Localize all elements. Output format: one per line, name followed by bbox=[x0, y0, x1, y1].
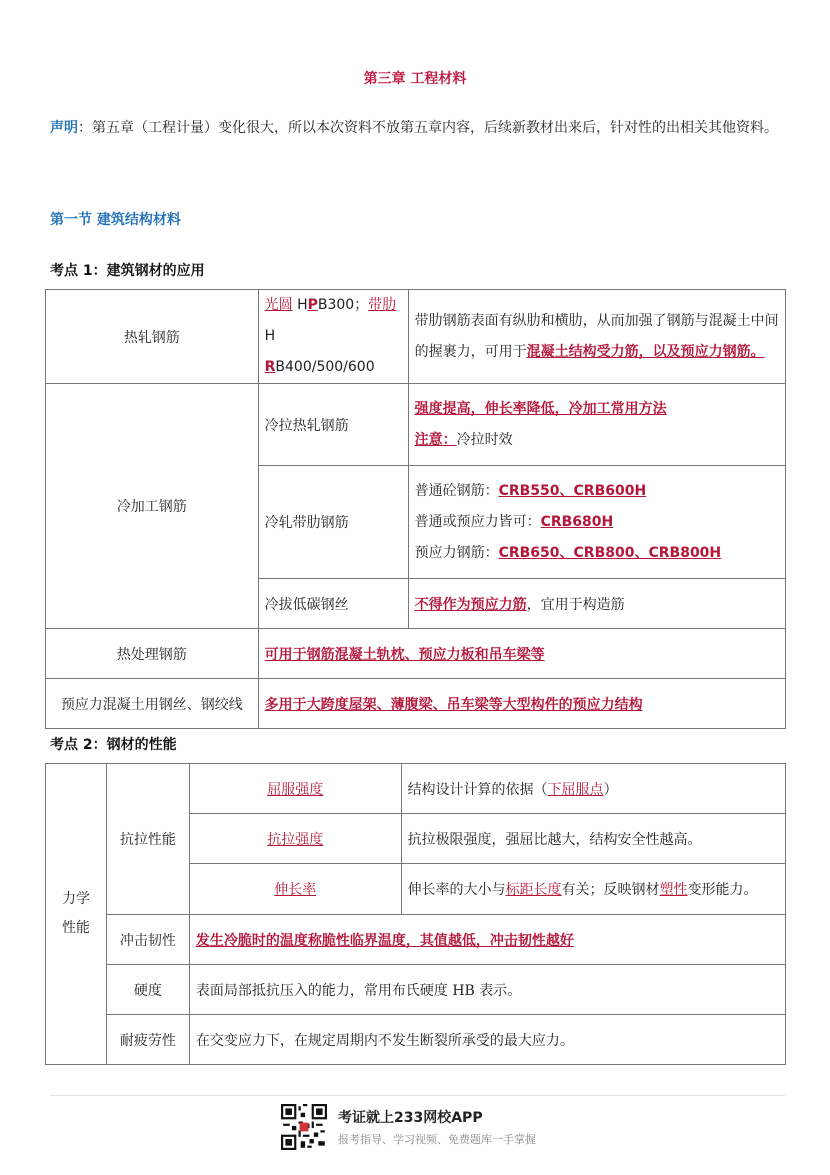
ultimate-text: 抗拉强度 bbox=[267, 831, 324, 848]
crb-line3-val: CRB650、CRB800、CRB800H bbox=[498, 544, 722, 561]
steel-performance-table bbox=[45, 763, 786, 1065]
mechanical-text: 力学性能 bbox=[61, 891, 90, 936]
yield-d1: 结构设计计算的依据（ bbox=[407, 781, 548, 798]
yield-desc bbox=[401, 764, 785, 814]
ribbed-bar: 带肋 bbox=[368, 297, 397, 313]
crb-line2-label: 普通或预应力皆可： bbox=[414, 513, 541, 530]
impact-desc bbox=[189, 915, 785, 965]
elongation-text: 伸长率 bbox=[274, 882, 317, 898]
hardness-label: 硬度 bbox=[106, 965, 189, 1015]
cold-drawn-desc bbox=[408, 384, 785, 466]
tensile-label: 抗拉性能 bbox=[106, 764, 189, 915]
table-row bbox=[46, 384, 786, 466]
impact-label: 冲击韧性 bbox=[106, 915, 189, 965]
kp1-heading: 考点 1：建筑钢材的应用 bbox=[50, 263, 205, 279]
plain-bar: 光圆 bbox=[264, 297, 293, 313]
declaration-text: ：第五章（工程计量）变化很大，所以本次资料不放第五章内容，后续新教材出来后，针对性的出相关其他资料。 bbox=[78, 120, 778, 136]
app-promo-title: 考证就上233网校APP bbox=[338, 1110, 483, 1126]
yield-text: 屈服强度 bbox=[267, 781, 324, 798]
hrb-rest: B400/500/600 bbox=[275, 359, 375, 375]
cold-rolled-label: 冷轧带肋钢筋 bbox=[258, 466, 408, 579]
hot-rolled-label: 热轧钢筋 bbox=[46, 290, 259, 384]
cold-drawn-label: 冷拉热轧钢筋 bbox=[258, 384, 408, 466]
fatigue-label: 耐疲劳性 bbox=[106, 1015, 189, 1065]
heat-red: 可用于钢筋混凝土轨枕、预应力板和吊车梁等 bbox=[264, 646, 545, 663]
pre-red: 多用于大跨度屋架、薄腹梁、吊车梁等大型构件的预应力结构 bbox=[264, 696, 643, 713]
footer-divider bbox=[50, 1095, 785, 1096]
hot-rolled-desc bbox=[408, 290, 785, 384]
mechanical-label bbox=[46, 764, 107, 1065]
hot-desc-text: 带肋钢筋表面有纵肋和横肋，从而加强了钢筋与混凝土中间的握裹力，可用于 bbox=[414, 312, 779, 360]
crb-line3-label: 预应力钢筋： bbox=[414, 544, 499, 561]
hpb-p: P bbox=[307, 297, 318, 313]
impact-red: 发生冷脆时的温度称脆性临界温度，其值越低，冲击韧性越好 bbox=[195, 932, 574, 949]
section-heading: 第一节 建筑结构材料 bbox=[50, 212, 181, 228]
cold-drawn-red: 强度提高，伸长率降低，冷加工常用方法 bbox=[414, 400, 667, 417]
steel-application-table bbox=[45, 289, 786, 729]
elong-d5: 变形能力。 bbox=[687, 882, 758, 898]
note-text: 冷拉时效 bbox=[456, 431, 513, 448]
heat-treated-desc bbox=[258, 629, 785, 679]
wire-red: 不得作为预应力筋 bbox=[414, 596, 527, 613]
table-row bbox=[46, 629, 786, 679]
yield-d3: ） bbox=[603, 781, 618, 798]
crb-line2-val: CRB680H bbox=[540, 513, 614, 530]
table-row bbox=[46, 965, 786, 1015]
yield-label bbox=[189, 764, 401, 814]
elong-d3: 有关；反映钢材 bbox=[561, 882, 660, 898]
hpb-rest: B300； bbox=[317, 297, 369, 313]
hrb-h: H bbox=[264, 328, 276, 344]
app-promo-tagline: 报考指导、学习视频、免费题库一手掌握 bbox=[338, 1133, 536, 1146]
cold-drawn-wire-desc bbox=[408, 579, 785, 629]
page-title: 第三章 工程材料 bbox=[363, 71, 467, 87]
crb-line1-label: 普通砼钢筋： bbox=[414, 482, 499, 499]
table-row bbox=[46, 764, 786, 814]
hardness-desc: 表面局部抵抗压入的能力，常用布氏硬度 HB 表示。 bbox=[189, 965, 785, 1015]
declaration bbox=[50, 105, 785, 152]
note-label: 注意： bbox=[414, 431, 457, 448]
crb-line1-val: CRB550、CRB600H bbox=[498, 482, 647, 499]
elong-d1: 伸长率的大小与 bbox=[407, 882, 506, 898]
prestressed-desc bbox=[258, 679, 785, 729]
hot-desc-red: 混凝土结构受力筋，以及预应力钢筋。 bbox=[526, 343, 765, 360]
hrb-r: R bbox=[264, 359, 276, 375]
qr-code-icon[interactable] bbox=[281, 1104, 327, 1150]
elongation-label bbox=[189, 864, 401, 915]
hot-rolled-types bbox=[258, 290, 408, 384]
elong-d2: 标距长度 bbox=[505, 882, 562, 898]
table-row bbox=[46, 290, 786, 384]
heat-treated-label: 热处理钢筋 bbox=[46, 629, 259, 679]
ultimate-desc: 抗拉极限强度，强屈比越大，结构安全性越高。 bbox=[401, 814, 785, 864]
hpb-h: H bbox=[292, 297, 308, 313]
kp2-heading: 考点 2：钢材的性能 bbox=[50, 737, 177, 753]
fatigue-desc: 在交变应力下，在规定周期内不发生断裂所承受的最大应力。 bbox=[189, 1015, 785, 1065]
table-row bbox=[46, 1015, 786, 1065]
elongation-desc bbox=[401, 864, 785, 915]
ultimate-label bbox=[189, 814, 401, 864]
wire-text: ，宜用于构造筋 bbox=[526, 596, 625, 613]
table-row bbox=[46, 915, 786, 965]
cold-worked-label: 冷加工钢筋 bbox=[46, 384, 259, 629]
cold-rolled-desc bbox=[408, 466, 785, 579]
yield-d2: 下屈服点 bbox=[547, 781, 604, 798]
table-row bbox=[46, 679, 786, 729]
cold-drawn-wire-label: 冷拔低碳钢丝 bbox=[258, 579, 408, 629]
prestressed-label: 预应力混凝土用钢丝、钢绞线 bbox=[46, 679, 259, 729]
elong-d4: 塑性 bbox=[659, 882, 688, 898]
declaration-label: 声明 bbox=[50, 120, 78, 136]
